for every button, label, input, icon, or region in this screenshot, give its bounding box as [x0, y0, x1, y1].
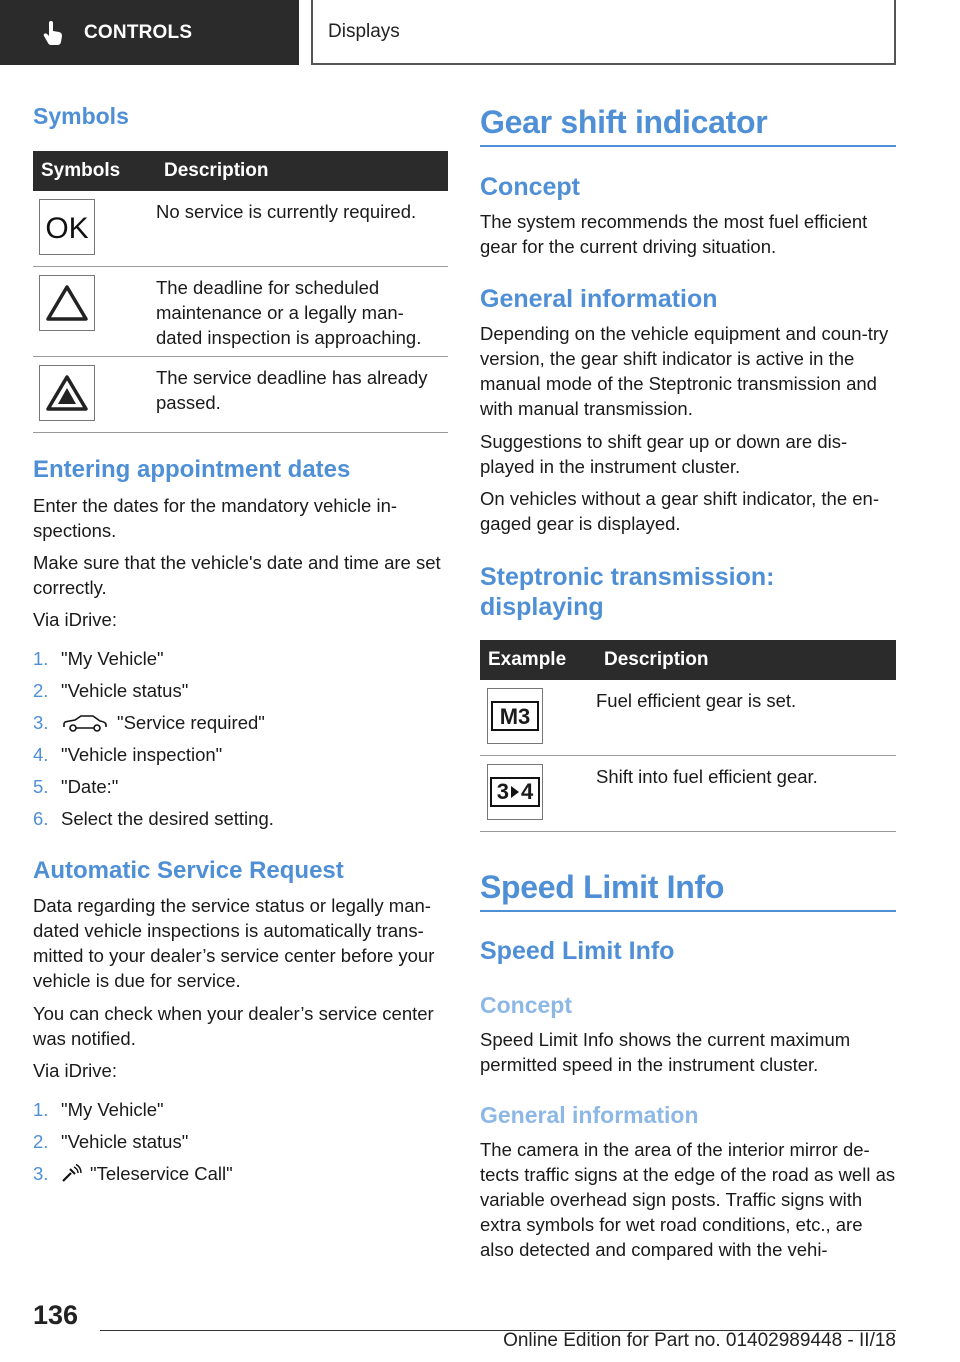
list-item: 1. "My Vehicle" — [33, 648, 164, 669]
example-description: Shift into fuel efficient gear. — [596, 755, 896, 831]
speed-general-paragraph: The camera in the area of the interior mirror de-tects traffic signs at the edge of the road as well as variable overhead sign posts. Traffic signs with extra symbols for wet road conditions, etc., are also detected and compared with the vehi- — [480, 1139, 896, 1260]
example-table — [480, 640, 896, 832]
table-row — [33, 356, 448, 432]
asr-paragraph-3: Via iDrive: — [33, 1060, 117, 1081]
example-description: Fuel efficient gear is set. — [596, 680, 896, 755]
gear-heading: Gear shift indicator — [480, 104, 768, 140]
heading-rule — [480, 145, 896, 147]
warning-triangle-filled-icon — [39, 365, 95, 421]
asr-steps — [33, 1094, 233, 1190]
symbols-table — [33, 151, 448, 433]
speed-concept-heading: Concept — [480, 992, 572, 1018]
appointment-heading: Entering appointment dates — [33, 456, 351, 483]
table-row — [33, 266, 448, 356]
steptronic-heading: Steptronic transmission: displaying — [480, 563, 775, 621]
table-row — [480, 680, 896, 755]
list-item: 2. "Vehicle status" — [33, 680, 189, 701]
gear-m3-icon: M3 — [487, 688, 543, 744]
teleservice-icon — [61, 1164, 83, 1184]
heading-rule — [480, 910, 896, 912]
list-item: 4. "Vehicle inspection" — [33, 744, 223, 765]
table-header-symbols: Symbols — [33, 151, 156, 191]
gear-3-to-4-icon: 3 4 — [487, 764, 543, 820]
section-label: CONTROLS — [84, 21, 193, 43]
list-item: 3. "Teleservice Call" — [33, 1163, 233, 1184]
list-item: 6. Select the desired setting. — [33, 808, 274, 829]
appointment-paragraph-3: Via iDrive: — [33, 609, 117, 630]
table-header-description: Description — [596, 640, 896, 680]
appointment-steps — [33, 643, 274, 835]
svg-text:OK: OK — [45, 212, 89, 245]
chapter-tab[interactable] — [311, 0, 896, 65]
list-item: 5. "Date:" — [33, 776, 119, 797]
appointment-paragraph-1: Enter the dates for the mandatory vehicle in-spections. — [33, 495, 398, 541]
speed-general-heading: General information — [480, 1102, 699, 1128]
asr-paragraph-2: You can check when your dealer’s service center was notified. — [33, 1003, 434, 1049]
page-number: 136 — [33, 1300, 79, 1330]
general-paragraph-1: Depending on the vehicle equipment and coun-try version, the gear shift indicator is active in the manual mode of the Steptronic transmission and with manual transmission. — [480, 323, 889, 419]
list-item: 2. "Vehicle status" — [33, 1131, 189, 1152]
symbols-heading: Symbols — [33, 103, 129, 129]
chapter-label: Displays — [328, 20, 400, 42]
warning-triangle-outline-icon — [39, 275, 95, 331]
hand-pointer-icon — [40, 20, 66, 46]
shift-arrow-icon — [510, 785, 520, 799]
symbol-description: The service deadline has already passed. — [156, 356, 448, 432]
symbol-description: The deadline for scheduled maintenance or a legally man-dated inspection is approaching. — [156, 266, 448, 356]
general-paragraph-3: On vehicles without a gear shift indicator, the en-gaged gear is displayed. — [480, 488, 879, 534]
table-row — [33, 191, 448, 266]
general-paragraph-2: Suggestions to shift gear up or down are dis-played in the instrument cluster. — [480, 431, 848, 477]
list-item: 1. "My Vehicle" — [33, 1099, 164, 1120]
car-icon — [61, 714, 109, 732]
table-header-example: Example — [480, 640, 596, 680]
section-tab[interactable] — [0, 0, 299, 65]
table-header-description: Description — [156, 151, 448, 191]
general-heading: General information — [480, 285, 718, 313]
speed-limit-sub-heading: Speed Limit Info — [480, 937, 675, 965]
edition-label: Online Edition for Part no. 01402989448 - II/18 — [503, 1330, 896, 1351]
asr-heading: Automatic Service Request — [33, 857, 344, 884]
list-item: 3. "Service required" — [33, 712, 265, 733]
concept-heading: Concept — [480, 173, 580, 201]
ok-icon — [39, 199, 95, 255]
symbol-description: No service is currently required. — [156, 191, 448, 266]
appointment-paragraph-2: Make sure that the vehicle's date and time are set correctly. — [33, 552, 441, 598]
asr-paragraph-1: Data regarding the service status or legally man-dated vehicle inspections is automatically trans-mitted to your dealer’s service center before your vehicle is due for service. — [33, 895, 435, 991]
table-row — [480, 755, 896, 831]
speed-concept-paragraph: Speed Limit Info shows the current maximum permitted speed in the instrument cluster. — [480, 1029, 851, 1075]
concept-paragraph: The system recommends the most fuel efficient gear for the current driving situation. — [480, 211, 868, 257]
speed-limit-main-heading: Speed Limit Info — [480, 869, 725, 905]
